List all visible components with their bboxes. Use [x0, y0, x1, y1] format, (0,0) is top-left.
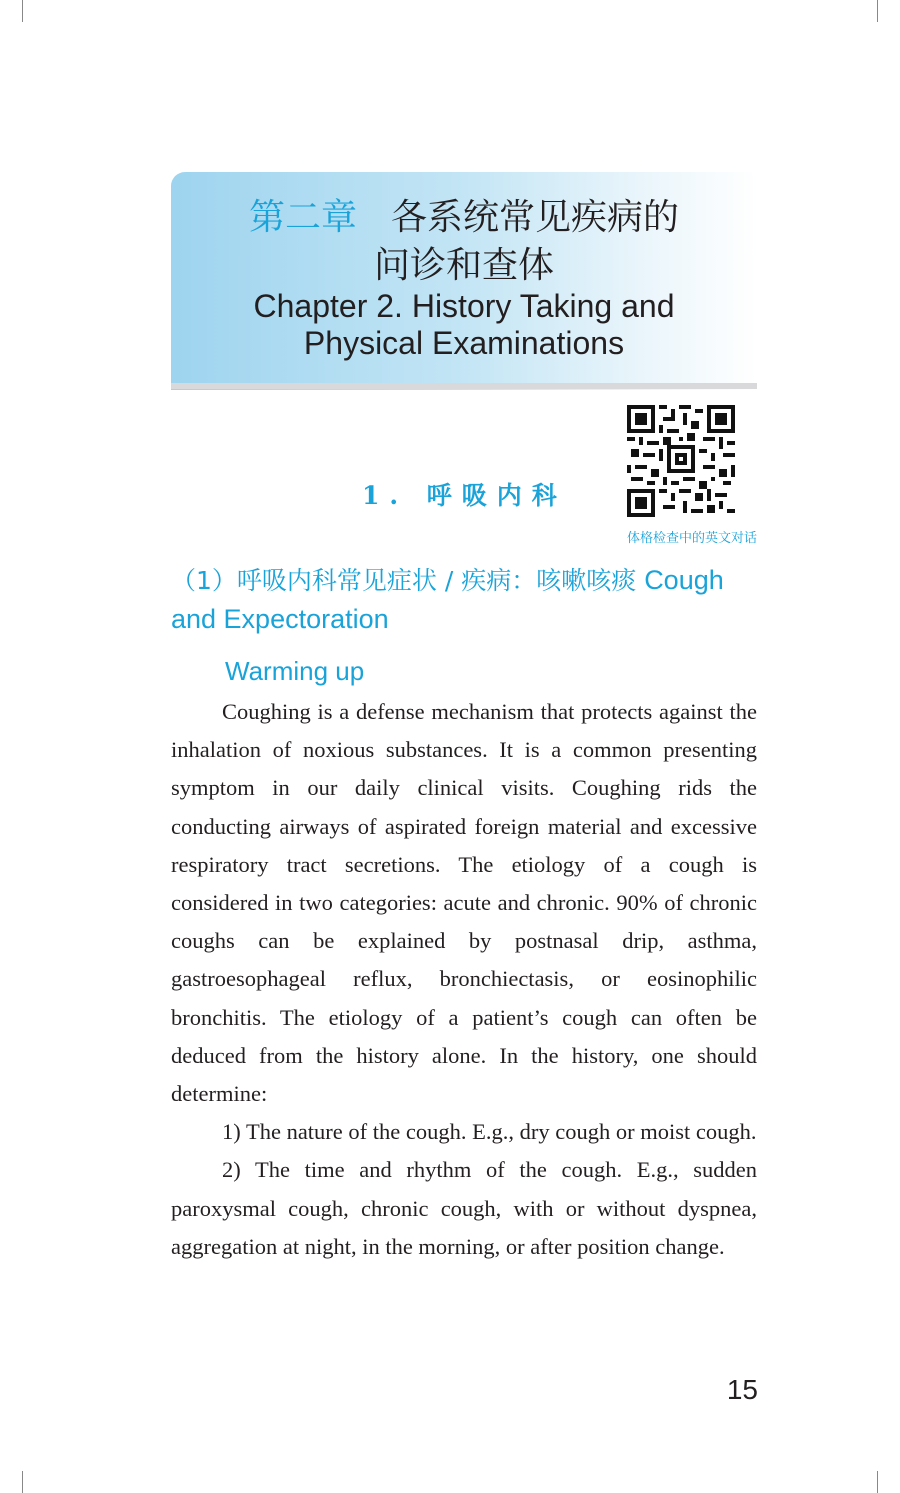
- chapter-title-en-2: Physical Examinations: [303, 325, 625, 361]
- qr-code-icon[interactable]: [627, 404, 735, 518]
- chapter-title-cn-2: 问诊和查体: [373, 245, 554, 286]
- chapter-title-line1: [171, 196, 757, 240]
- paragraph: 1) The nature of the cough. E.g., dry cough or moist cough.: [222, 1119, 757, 1145]
- subsection-title: [171, 561, 771, 639]
- crop-mark-bottom-left: [0, 1471, 23, 1493]
- paragraph: Coughing is a defense mechanism that protects against the inhalation of noxious substances. It is a common presenting symptom in our daily clinical visits. Coughing rids the conducting airways of aspirated foreign material and excessive respiratory tract secretions. The etiology of a cough is considered in two categories: acute and chronic. 90% of chronic coughs can be explained by postnasal drip, asthma, gastroesophageal reflux, bronchiectasis, or eosinophilic bronchitis. The etiology of a patient’s cough can often be deduced from the history alone. In the history, one should determine:: [171, 699, 757, 1107]
- crop-mark-top-right: [877, 0, 900, 22]
- paragraph: 2) The time and rhythm of the cough. E.g., sudden paroxysmal cough, chronic cough, with or without dyspnea, aggregation at night, in the morning, or after position change.: [171, 1157, 757, 1259]
- chapter-title-en-1: Chapter 2. History Taking and: [253, 288, 675, 324]
- chapter-title-cn-1: 各系统常见疾病的: [391, 197, 680, 238]
- chapter-banner: [171, 172, 757, 390]
- qr-caption: 体格检查中的英文对话: [626, 531, 757, 546]
- subsection-title-en: Cough and Expectoration: [171, 565, 724, 634]
- chapter-title-en: [171, 288, 757, 362]
- section-title: 1. 呼吸内科: [362, 481, 567, 510]
- page-number: 15: [726, 1374, 758, 1405]
- subsection-title-cn: （1）呼吸内科常见症状 / 疾病：咳嗽咳痰: [171, 566, 637, 595]
- chapter-number: 第二章: [248, 197, 357, 238]
- chapter-divider: [171, 383, 757, 389]
- crop-mark-top-left: [0, 0, 23, 22]
- body-text: [171, 693, 757, 1266]
- crop-mark-bottom-right: [877, 1471, 900, 1493]
- warming-up-heading: Warming up: [225, 656, 365, 686]
